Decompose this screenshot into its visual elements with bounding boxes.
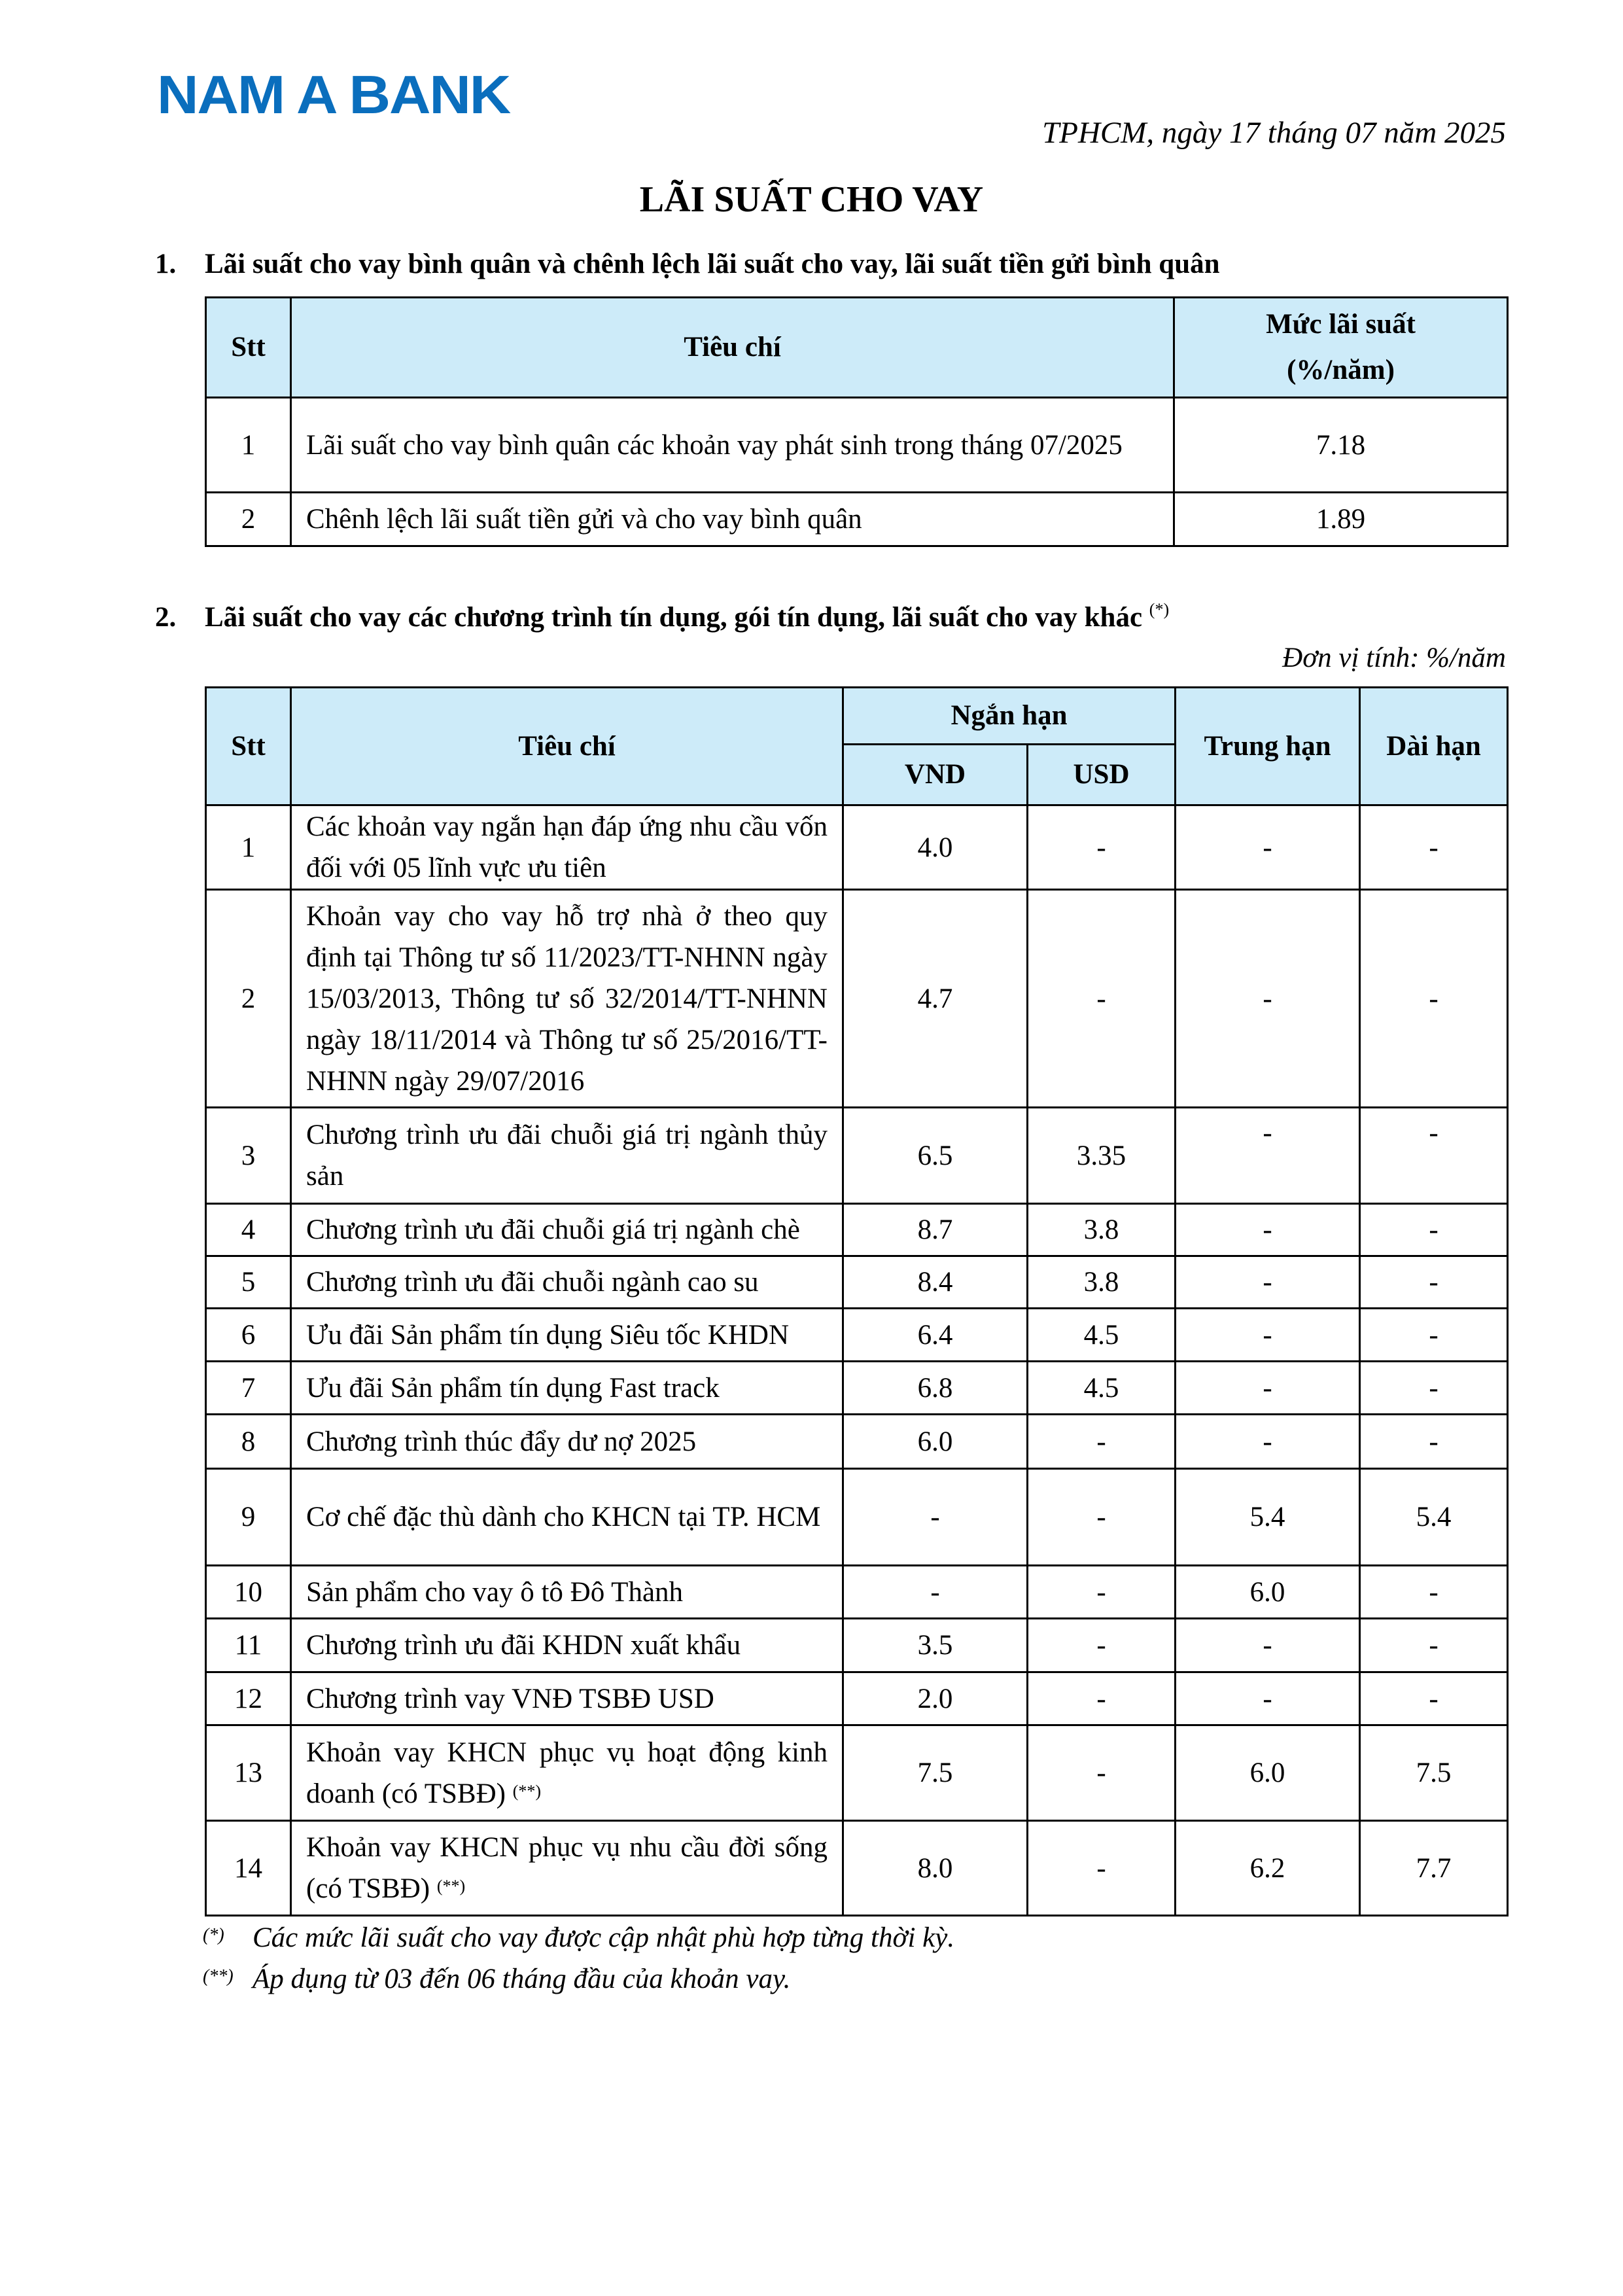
row-criteria <box>291 1415 843 1469</box>
row-long-term-rate-text: - <box>1429 1630 1439 1661</box>
row-medium-term-rate-text: 6.2 <box>1249 1852 1285 1884</box>
row-vnd-rate <box>843 890 1028 1108</box>
row-vnd-rate <box>843 1469 1028 1566</box>
row-long-term-rate-text: - <box>1429 1319 1439 1351</box>
row-long-term-rate-text: - <box>1429 1372 1439 1404</box>
row-medium-term-rate-text: - <box>1263 983 1272 1014</box>
row-criteria-text: Sản phẩm cho vay ô tô Đô Thành <box>306 1576 684 1608</box>
row-stt <box>206 805 291 890</box>
row-usd-rate-text: - <box>1096 1630 1106 1661</box>
row-stt <box>206 1469 291 1566</box>
table-row <box>206 1725 1508 1821</box>
table-header-row <box>206 688 1508 745</box>
table-row <box>206 805 1508 890</box>
row-vnd-rate <box>843 805 1028 890</box>
row-criteria-text: Chương trình ưu đãi chuỗi giá trị ngành thủy sản <box>306 1120 828 1192</box>
row-stt <box>206 1566 291 1619</box>
row-rate: 1.89 <box>1174 493 1508 546</box>
row-medium-term-rate-text: - <box>1263 1630 1272 1661</box>
row-stt <box>206 1725 291 1821</box>
row-criteria: Chênh lệch lãi suất tiền gửi và cho vay bình quân <box>291 493 1174 546</box>
col-header-rate <box>1174 298 1508 398</box>
row-long-term-rate <box>1360 1415 1508 1469</box>
row-stt <box>206 890 291 1108</box>
row-usd-rate <box>1028 1204 1176 1256</box>
table-row <box>206 1108 1508 1204</box>
row-stt-text: 6 <box>241 1319 256 1351</box>
section-1-number: 1. <box>155 249 177 279</box>
row-criteria-text: Khoản vay cho vay hỗ trợ nhà ở theo quy định tại Thông tư số 11/2023/TT-NHNN ngày 15/03/2013, Thông tư số 32/2014/TT-NHNN ngày 18/11/2014 và Thông tư số 25/2016/TT-NHNN ngày 29/07/2016 <box>306 900 828 1097</box>
row-long-term-rate <box>1360 1566 1508 1619</box>
row-stt <box>206 1415 291 1469</box>
row-vnd-rate-text: 4.7 <box>917 983 953 1014</box>
row-medium-term-rate <box>1176 1725 1360 1821</box>
row-vnd-rate-text: - <box>930 1576 940 1608</box>
row-long-term-rate <box>1360 1309 1508 1362</box>
footnote-text: Các mức lãi suất cho vay được cập nhật phù hợp từng thời kỳ. <box>253 1922 955 1953</box>
row-medium-term-rate-text: 6.0 <box>1249 1576 1285 1608</box>
row-long-term-rate <box>1360 1619 1508 1672</box>
row-medium-term-rate <box>1176 1204 1360 1256</box>
footnote-ref-double: (**) <box>436 1877 466 1896</box>
row-medium-term-rate <box>1176 890 1360 1108</box>
table-row <box>206 1256 1508 1309</box>
row-medium-term-rate <box>1176 1362 1360 1415</box>
row-medium-term-rate <box>1176 1672 1360 1725</box>
row-medium-term-rate-text: - <box>1263 1426 1272 1457</box>
row-vnd-rate <box>843 1566 1028 1619</box>
row-vnd-rate-text: 2.0 <box>917 1683 953 1714</box>
row-usd-rate-text: 3.8 <box>1083 1214 1119 1245</box>
row-stt-text: 11 <box>234 1630 262 1661</box>
row-stt <box>206 1256 291 1309</box>
row-vnd-rate-text: 3.5 <box>917 1630 953 1661</box>
row-long-term-rate-text: 5.4 <box>1416 1502 1452 1532</box>
row-long-term-rate-text: - <box>1429 832 1439 863</box>
row-long-term-rate <box>1360 1256 1508 1309</box>
section-1-title: Lãi suất cho vay bình quân và chênh lệch lãi suất cho vay, lãi suất tiền gửi bình quân <box>205 249 1220 279</box>
row-criteria <box>291 1362 843 1415</box>
row-vnd-rate <box>843 1108 1028 1204</box>
row-criteria <box>291 1566 843 1619</box>
table-row <box>206 1821 1508 1916</box>
col-header-usd: USD <box>1028 745 1176 805</box>
row-usd-rate-text: - <box>1096 832 1106 863</box>
row-usd-rate <box>1028 1566 1176 1619</box>
row-usd-rate <box>1028 1821 1176 1916</box>
row-long-term-rate <box>1360 1469 1508 1566</box>
table-row <box>206 1566 1508 1619</box>
row-stt <box>206 1821 291 1916</box>
row-criteria <box>291 1672 843 1725</box>
row-long-term-rate-text: - <box>1429 983 1439 1014</box>
row-vnd-rate-text: 8.0 <box>917 1852 953 1884</box>
row-stt-text: 8 <box>241 1426 256 1457</box>
table-header-row <box>206 298 1508 398</box>
row-vnd-rate <box>843 1309 1028 1362</box>
row-criteria <box>291 1256 843 1309</box>
col-header-criteria: Tiêu chí <box>291 298 1174 398</box>
row-medium-term-rate <box>1176 1256 1360 1309</box>
row-long-term-rate-text: - <box>1429 1426 1439 1457</box>
row-medium-term-rate-text: - <box>1263 1267 1272 1298</box>
row-criteria <box>291 1204 843 1256</box>
table-row <box>206 1619 1508 1672</box>
col-header-stt: Stt <box>206 298 291 398</box>
table-row <box>206 1204 1508 1256</box>
row-criteria <box>291 890 843 1108</box>
row-criteria-text: Cơ chế đặc thù dành cho KHCN tại TP. HCM <box>306 1502 821 1532</box>
row-vnd-rate <box>843 1256 1028 1309</box>
row-stt-text: 14 <box>234 1852 262 1884</box>
row-medium-term-rate <box>1176 1821 1360 1916</box>
row-vnd-rate-text: 6.8 <box>917 1372 953 1404</box>
row-vnd-rate <box>843 1415 1028 1469</box>
row-medium-term-rate <box>1176 1309 1360 1362</box>
row-vnd-rate-text: 6.0 <box>917 1426 953 1457</box>
section-2-number: 2. <box>155 602 177 633</box>
credit-program-rate-table <box>205 686 1509 1916</box>
row-criteria <box>291 1108 843 1204</box>
table-row <box>206 1469 1508 1566</box>
col-header-long-term: Dài hạn <box>1360 688 1508 805</box>
col-header-rate-line2: (%/năm) <box>1287 355 1395 385</box>
table-row <box>206 398 1508 493</box>
document-date: TPHCM, ngày 17 tháng 07 năm 2025 <box>1042 116 1506 150</box>
col-header-vnd: VND <box>843 745 1028 805</box>
section-2-heading <box>155 601 1169 635</box>
row-usd-rate <box>1028 1672 1176 1725</box>
row-usd-rate-text: 4.5 <box>1083 1372 1119 1404</box>
row-medium-term-rate-text: - <box>1263 1214 1272 1245</box>
table-row <box>206 1672 1508 1725</box>
footnote-ref-single: (*) <box>1149 600 1170 619</box>
row-criteria <box>291 1725 843 1821</box>
row-stt-text: 5 <box>241 1267 256 1298</box>
row-vnd-rate-text: 8.4 <box>917 1267 953 1298</box>
row-usd-rate <box>1028 1309 1176 1362</box>
row-medium-term-rate-text: - <box>1263 1118 1272 1148</box>
row-medium-term-rate <box>1176 805 1360 890</box>
unit-label: Đơn vị tính: %/năm <box>1282 643 1506 673</box>
row-long-term-rate-text: 7.5 <box>1416 1757 1452 1788</box>
row-long-term-rate-text: - <box>1429 1118 1439 1148</box>
table-row <box>206 890 1508 1108</box>
row-stt-text: 10 <box>234 1576 262 1608</box>
row-medium-term-rate <box>1176 1415 1360 1469</box>
footnote-ref-double: (**) <box>512 1781 542 1801</box>
row-stt-text: 3 <box>241 1140 256 1171</box>
row-usd-rate <box>1028 1469 1176 1566</box>
row-criteria-text: Chương trình ưu đãi chuỗi ngành cao su <box>306 1267 759 1298</box>
row-stt-text: 13 <box>234 1757 262 1788</box>
row-vnd-rate <box>843 1672 1028 1725</box>
footnote-mark: (*) <box>203 1925 224 1945</box>
row-criteria <box>291 1309 843 1362</box>
row-usd-rate-text: - <box>1096 1683 1106 1714</box>
row-medium-term-rate <box>1176 1566 1360 1619</box>
table-row <box>206 1309 1508 1362</box>
footnote <box>203 1958 954 2000</box>
col-header-short-term: Ngắn hạn <box>843 688 1176 745</box>
row-medium-term-rate <box>1176 1469 1360 1566</box>
row-criteria <box>291 1619 843 1672</box>
row-usd-rate-text: - <box>1096 1576 1106 1608</box>
table-row <box>206 1415 1508 1469</box>
row-long-term-rate-text: - <box>1429 1576 1439 1608</box>
row-criteria-text: Ưu đãi Sản phẩm tín dụng Siêu tốc KHDN <box>306 1319 790 1351</box>
row-long-term-rate <box>1360 1362 1508 1415</box>
row-medium-term-rate-text: - <box>1263 1372 1272 1404</box>
row-usd-rate <box>1028 805 1176 890</box>
row-vnd-rate-text: 7.5 <box>917 1757 953 1788</box>
row-vnd-rate <box>843 1362 1028 1415</box>
section-1-heading <box>155 247 1220 281</box>
row-long-term-rate <box>1360 1108 1508 1204</box>
row-long-term-rate <box>1360 1725 1508 1821</box>
footnote <box>203 1917 954 1958</box>
row-long-term-rate <box>1360 805 1508 890</box>
row-usd-rate <box>1028 1725 1176 1821</box>
row-usd-rate <box>1028 1362 1176 1415</box>
row-stt-text: 12 <box>234 1683 262 1714</box>
row-long-term-rate-text: - <box>1429 1214 1439 1245</box>
row-rate: 7.18 <box>1174 398 1508 493</box>
row-usd-rate <box>1028 1108 1176 1204</box>
row-long-term-rate-text: 7.7 <box>1416 1852 1452 1884</box>
row-medium-term-rate-text: 6.0 <box>1249 1757 1285 1788</box>
row-vnd-rate-text: - <box>930 1502 940 1532</box>
row-vnd-rate-text: 6.5 <box>917 1140 953 1171</box>
row-stt <box>206 1108 291 1204</box>
table-row <box>206 493 1508 546</box>
row-criteria-text: Khoản vay KHCN phục vụ nhu cầu đời sống (có TSBĐ) <box>306 1832 828 1904</box>
row-stt: 1 <box>206 398 291 493</box>
col-header-criteria: Tiêu chí <box>291 688 843 805</box>
row-long-term-rate <box>1360 1672 1508 1725</box>
row-usd-rate-text: 3.35 <box>1076 1140 1126 1171</box>
page-title: LÃI SUẤT CHO VAY <box>639 179 984 220</box>
nam-a-bank-logo: NAM A BANK <box>157 64 510 125</box>
row-criteria <box>291 805 843 890</box>
row-criteria-text: Chương trình thúc đẩy dư nợ 2025 <box>306 1426 697 1457</box>
row-usd-rate-text: - <box>1096 983 1106 1014</box>
row-long-term-rate <box>1360 1204 1508 1256</box>
row-long-term-rate <box>1360 1821 1508 1916</box>
row-stt <box>206 1204 291 1256</box>
section-2-title: Lãi suất cho vay các chương trình tín dụng, gói tín dụng, lãi suất cho vay khác <box>205 602 1143 633</box>
row-stt <box>206 1362 291 1415</box>
row-usd-rate <box>1028 1619 1176 1672</box>
row-usd-rate-text: - <box>1096 1757 1106 1788</box>
table-body <box>206 805 1508 1916</box>
row-stt-text: 4 <box>241 1214 256 1245</box>
row-long-term-rate-text: - <box>1429 1267 1439 1298</box>
average-rate-table <box>205 296 1509 547</box>
row-usd-rate <box>1028 890 1176 1108</box>
row-usd-rate-text: - <box>1096 1426 1106 1457</box>
row-vnd-rate-text: 4.0 <box>917 832 953 863</box>
row-criteria-text: Các khoản vay ngắn hạn đáp ứng nhu cầu vốn đối với 05 lĩnh vực ưu tiên <box>306 811 828 883</box>
row-stt <box>206 1672 291 1725</box>
row-criteria-text: Khoản vay KHCN phục vụ hoạt động kinh doanh (có TSBĐ) <box>306 1737 828 1809</box>
row-usd-rate-text: - <box>1096 1852 1106 1884</box>
row-stt <box>206 1619 291 1672</box>
row-medium-term-rate <box>1176 1619 1360 1672</box>
row-long-term-rate <box>1360 890 1508 1108</box>
row-vnd-rate <box>843 1821 1028 1916</box>
row-medium-term-rate-text: 5.4 <box>1249 1502 1285 1532</box>
row-vnd-rate-text: 6.4 <box>917 1319 953 1351</box>
row-criteria-text: Chương trình vay VNĐ TSBĐ USD <box>306 1683 714 1714</box>
row-long-term-rate-text: - <box>1429 1683 1439 1714</box>
row-criteria <box>291 1821 843 1916</box>
row-usd-rate <box>1028 1415 1176 1469</box>
row-stt <box>206 1309 291 1362</box>
row-criteria-text: Chương trình ưu đãi chuỗi giá trị ngành chè <box>306 1214 800 1245</box>
row-criteria <box>291 1469 843 1566</box>
col-header-stt: Stt <box>206 688 291 805</box>
row-usd-rate <box>1028 1256 1176 1309</box>
col-header-medium-term: Trung hạn <box>1176 688 1360 805</box>
footnote-mark: (**) <box>203 1966 234 1987</box>
row-usd-rate-text: 3.8 <box>1083 1267 1119 1298</box>
row-criteria: Lãi suất cho vay bình quân các khoản vay phát sinh trong tháng 07/2025 <box>291 398 1174 493</box>
row-stt-text: 9 <box>241 1502 256 1532</box>
row-criteria-text: Chương trình ưu đãi KHDN xuất khẩu <box>306 1630 741 1661</box>
col-header-rate-line1: Mức lãi suất <box>1266 309 1416 340</box>
footnote-text: Áp dụng từ 03 đến 06 tháng đầu của khoản vay. <box>253 1964 791 1994</box>
row-stt-text: 2 <box>241 983 256 1014</box>
row-medium-term-rate <box>1176 1108 1360 1204</box>
row-criteria-text: Ưu đãi Sản phẩm tín dụng Fast track <box>306 1372 720 1404</box>
row-stt-text: 1 <box>241 832 256 863</box>
row-vnd-rate <box>843 1725 1028 1821</box>
row-vnd-rate-text: 8.7 <box>917 1214 953 1245</box>
row-stt-text: 7 <box>241 1372 256 1404</box>
row-medium-term-rate-text: - <box>1263 1683 1272 1714</box>
row-usd-rate-text: - <box>1096 1502 1106 1532</box>
row-medium-term-rate-text: - <box>1263 1319 1272 1351</box>
row-medium-term-rate-text: - <box>1263 832 1272 863</box>
table-row <box>206 1362 1508 1415</box>
row-usd-rate-text: 4.5 <box>1083 1319 1119 1351</box>
footnotes <box>203 1917 954 2000</box>
row-vnd-rate <box>843 1204 1028 1256</box>
row-stt: 2 <box>206 493 291 546</box>
row-vnd-rate <box>843 1619 1028 1672</box>
